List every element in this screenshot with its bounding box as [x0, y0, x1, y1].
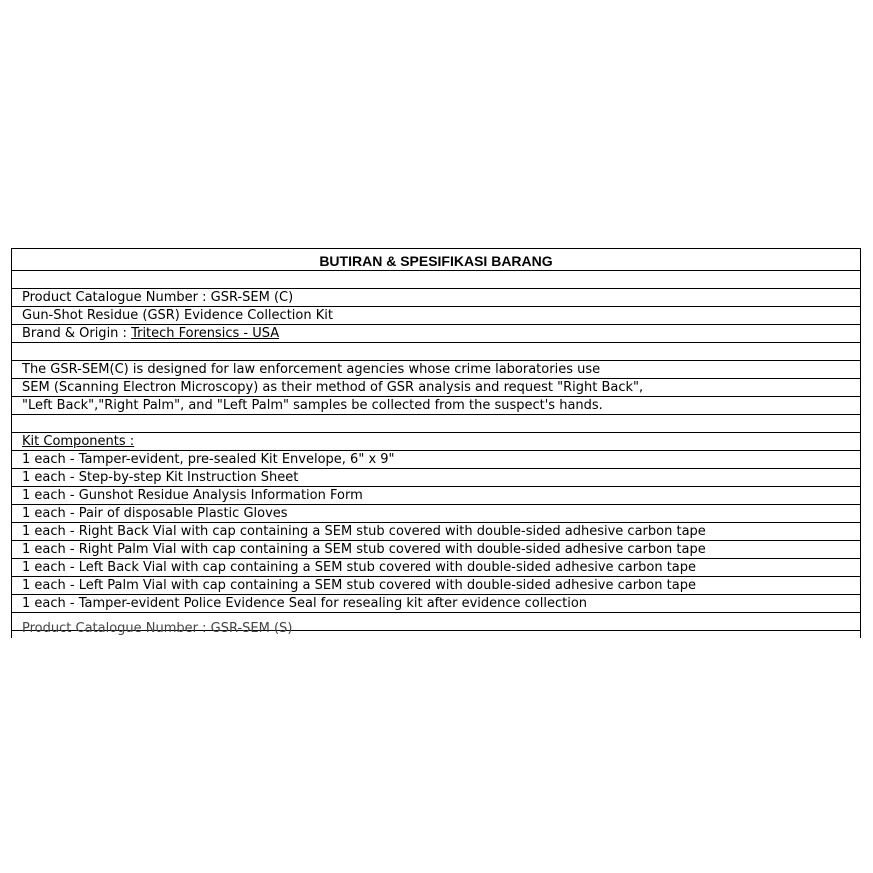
- component-item: 1 each - Right Palm Vial with cap containing a SEM stub covered with double-sided adhesive carbon tape: [12, 541, 860, 559]
- sheet-title: BUTIRAN & SPESIFIKASI BARANG: [12, 249, 860, 271]
- component-item: 1 each - Tamper-evident Police Evidence Seal for resealing kit after evidence collection: [12, 595, 860, 613]
- description-line: "Left Back","Right Palm", and "Left Palm" samples be collected from the suspect's hands.: [12, 397, 860, 415]
- brand-value: Tritech Forensics - USA: [131, 326, 280, 341]
- brand-label: Brand & Origin :: [22, 326, 132, 341]
- component-item: 1 each - Tamper-evident, pre-sealed Kit Envelope, 6" x 9": [12, 451, 860, 469]
- description-line: The GSR-SEM(C) is designed for law enforcement agencies whose crime laboratories use: [12, 361, 860, 379]
- blank-row: [12, 415, 860, 433]
- component-item: 1 each - Step-by-step Kit Instruction Sheet: [12, 469, 860, 487]
- product-name: Gun-Shot Residue (GSR) Evidence Collection Kit: [12, 307, 860, 325]
- description-line: SEM (Scanning Electron Microscopy) as their method of GSR analysis and request "Right Back",: [12, 379, 860, 397]
- component-item: 1 each - Left Back Vial with cap containing a SEM stub covered with double-sided adhesive carbon tape: [12, 559, 860, 577]
- catalogue-number: Product Catalogue Number : GSR-SEM (C): [12, 289, 860, 307]
- blank-row: [12, 271, 860, 289]
- cutoff-text: Product Catalogue Number : GSR-SEM (S): [22, 621, 293, 636]
- component-item: 1 each - Left Palm Vial with cap containing a SEM stub covered with double-sided adhesive carbon tape: [12, 577, 860, 595]
- cutoff-row: [12, 621, 860, 638]
- components-heading: Kit Components :: [12, 433, 860, 451]
- component-item: 1 each - Pair of disposable Plastic Gloves: [12, 505, 860, 523]
- component-item: 1 each - Right Back Vial with cap containing a SEM stub covered with double-sided adhesive carbon tape: [12, 523, 860, 541]
- blank-row: [12, 343, 860, 361]
- component-item: 1 each - Gunshot Residue Analysis Information Form: [12, 487, 860, 505]
- specification-sheet: [11, 248, 861, 638]
- brand-origin: [12, 325, 860, 343]
